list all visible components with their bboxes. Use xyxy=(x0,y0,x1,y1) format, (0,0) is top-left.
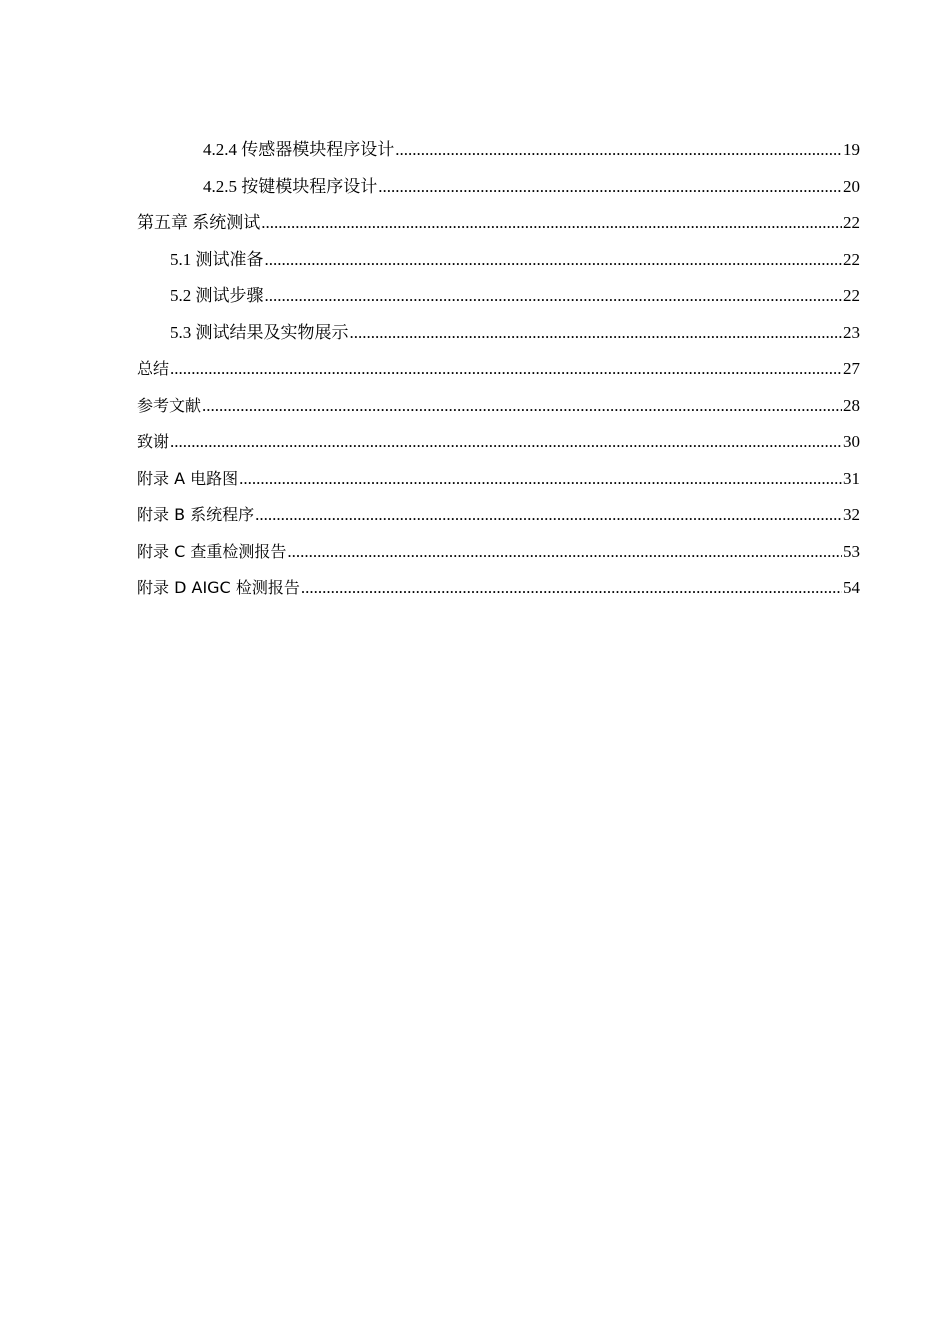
toc-entry-title: 第五章 系统测试 xyxy=(137,213,261,232)
toc-entry-title: 5.1 测试准备 xyxy=(170,249,264,269)
toc-entry-title: 总结 xyxy=(137,359,170,378)
toc-entry-chapter-5[interactable] xyxy=(137,205,860,242)
toc-entry-page: 27 xyxy=(843,359,860,378)
toc-entry-5-2[interactable] xyxy=(137,278,860,315)
toc-entry-title: 5.3 测试结果及实物展示 xyxy=(170,322,349,342)
toc-entry-page: 20 xyxy=(843,176,860,196)
toc-entry-title: 致谢 xyxy=(137,432,170,451)
toc-dot-leader xyxy=(255,497,842,534)
toc-entry-4-2-5[interactable] xyxy=(137,169,860,206)
toc-entry-page: 28 xyxy=(843,395,860,415)
toc-dot-leader xyxy=(287,534,842,571)
toc-entry-page: 22 xyxy=(843,286,860,305)
toc-entry-page: 53 xyxy=(843,541,860,561)
toc-entry-5-1[interactable] xyxy=(137,242,860,279)
toc-entry-title: 附录 B 系统程序 xyxy=(137,505,255,524)
toc-entry-page: 23 xyxy=(843,322,860,342)
toc-entry-page: 19 xyxy=(843,140,860,159)
toc-entry-page: 32 xyxy=(843,505,860,524)
toc-dot-leader xyxy=(261,205,842,242)
toc-entry-title: 参考文献 xyxy=(137,395,202,415)
toc-entry-title: 附录 D AIGC 检测报告 xyxy=(137,578,300,597)
toc-entry-page: 31 xyxy=(843,468,860,488)
toc-entry-page: 22 xyxy=(843,249,860,269)
toc-entry-title: 5.2 测试步骤 xyxy=(170,286,264,305)
toc-entry-title: 附录 C 查重检测报告 xyxy=(137,541,287,561)
toc-entry-appendix-a[interactable] xyxy=(137,461,860,498)
toc-entry-title: 4.2.4 传感器模块程序设计 xyxy=(203,140,395,159)
table-of-contents xyxy=(137,132,860,607)
toc-dot-leader xyxy=(301,570,842,607)
toc-dot-leader xyxy=(170,351,842,388)
toc-entry-title: 附录 A 电路图 xyxy=(137,468,239,488)
toc-entry-appendix-c[interactable] xyxy=(137,534,860,571)
toc-dot-leader xyxy=(350,315,843,352)
toc-entry-acknowledgements[interactable] xyxy=(137,424,860,461)
toc-dot-leader xyxy=(395,132,842,169)
toc-entry-page: 54 xyxy=(843,578,860,597)
toc-entry-5-3[interactable] xyxy=(137,315,860,352)
toc-entry-title: 4.2.5 按键模块程序设计 xyxy=(203,176,378,196)
toc-entry-appendix-b[interactable] xyxy=(137,497,860,534)
toc-dot-leader xyxy=(239,461,842,498)
toc-entry-summary[interactable] xyxy=(137,351,860,388)
toc-dot-leader xyxy=(265,278,843,315)
toc-dot-leader xyxy=(170,424,842,461)
toc-entry-page: 22 xyxy=(843,213,860,232)
toc-dot-leader xyxy=(378,169,842,206)
toc-dot-leader xyxy=(202,388,842,425)
toc-entry-references[interactable] xyxy=(137,388,860,425)
toc-dot-leader xyxy=(265,242,843,279)
toc-entry-4-2-4[interactable] xyxy=(137,132,860,169)
toc-entry-appendix-d[interactable] xyxy=(137,570,860,607)
toc-entry-page: 30 xyxy=(843,432,860,451)
